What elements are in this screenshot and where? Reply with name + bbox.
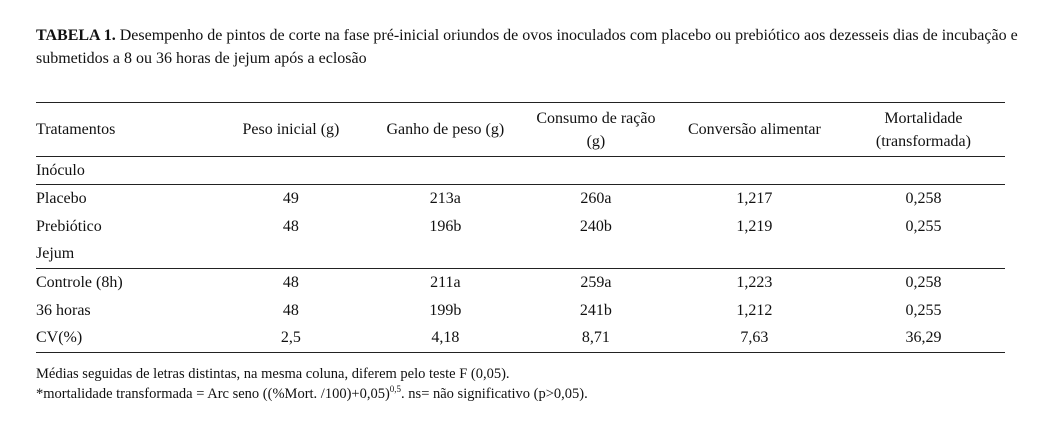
table-caption (36, 24, 1026, 70)
table-row (36, 325, 1005, 353)
table-cell: 8,71 (525, 325, 667, 353)
table-cell: 2,5 (216, 325, 366, 353)
row-label: CV(%) (36, 325, 216, 353)
table-cell: 1,212 (736, 301, 773, 319)
table-row (36, 297, 1005, 325)
row-label: Prebiótico (36, 217, 102, 235)
header-ganho-de-peso: Ganho de peso (g) (366, 103, 525, 157)
section-title: Inóculo (36, 157, 1005, 185)
header-conversao-alimentar: Conversão alimentar (667, 103, 842, 157)
table-cell: 1,223 (736, 273, 773, 291)
table-row (36, 185, 1005, 213)
note-exponent: 0,5 (389, 384, 402, 395)
header-tratamentos: Tratamentos (36, 103, 216, 157)
caption-label: TABELA 1. (36, 27, 116, 44)
table-cell: 1,219 (736, 217, 773, 235)
table-cell: 260a (580, 189, 612, 207)
section-title: Jejum (36, 241, 1005, 269)
row-label: Controle (8h) (36, 273, 123, 291)
table-row (36, 269, 1005, 297)
header-row (36, 103, 1005, 157)
note-line-2-text: *mortalidade transformada = Arc seno ((%Mort. /100)+0,05) (36, 386, 390, 402)
table-cell: 48 (282, 217, 299, 235)
table-cell: 4,18 (366, 325, 525, 353)
table-cell: 48 (282, 273, 299, 291)
table-cell: 1,217 (736, 189, 773, 207)
header-peso-inicial: Peso inicial (g) (216, 103, 366, 157)
table-row (36, 213, 1005, 241)
data-table (36, 102, 1005, 353)
table-cell: 36,29 (842, 325, 1005, 353)
table-cell: 48 (282, 301, 299, 319)
table-cell: 0,255 (905, 217, 942, 235)
row-label: 36 horas (36, 301, 91, 319)
note-line-1: Médias seguidas de letras distintas, na mesma coluna, diferem pelo teste F (0,05). (36, 366, 510, 382)
note-line-2 (36, 384, 1026, 404)
table-cell: 0,258 (905, 273, 942, 291)
table-header (36, 103, 1005, 157)
table-cell: 0,258 (905, 189, 942, 207)
table-cell: 7,63 (667, 325, 842, 353)
note-line-2-end: . ns= não significativo (p>0,05). (401, 386, 588, 402)
table-cell: 213a (429, 189, 461, 207)
table-cell: 0,255 (905, 301, 942, 319)
section-row (36, 241, 1005, 269)
header-consumo-de-racao: Consumo de ração (g) (525, 103, 667, 157)
caption-text: Desempenho de pintos de corte na fase pré-inicial oriundos de ovos inoculados com placebo ou prebiótico aos dezesseis dias de incubação e submetidos a 8 ou 36 horas de jejum após a eclosão (36, 27, 1018, 67)
table-cell: 241b (579, 301, 612, 319)
table-notes (36, 364, 1026, 404)
section-row (36, 157, 1005, 185)
table-cell: 49 (282, 189, 299, 207)
row-label: Placebo (36, 189, 87, 207)
table-cell: 240b (579, 217, 612, 235)
table-cell: 259a (580, 273, 612, 291)
table-cell: 211a (430, 273, 461, 291)
table-body (36, 157, 1005, 353)
header-mortalidade: Mortalidade (transformada) (842, 103, 1005, 157)
table-cell: 199b (429, 301, 462, 319)
table-cell: 196b (429, 217, 462, 235)
